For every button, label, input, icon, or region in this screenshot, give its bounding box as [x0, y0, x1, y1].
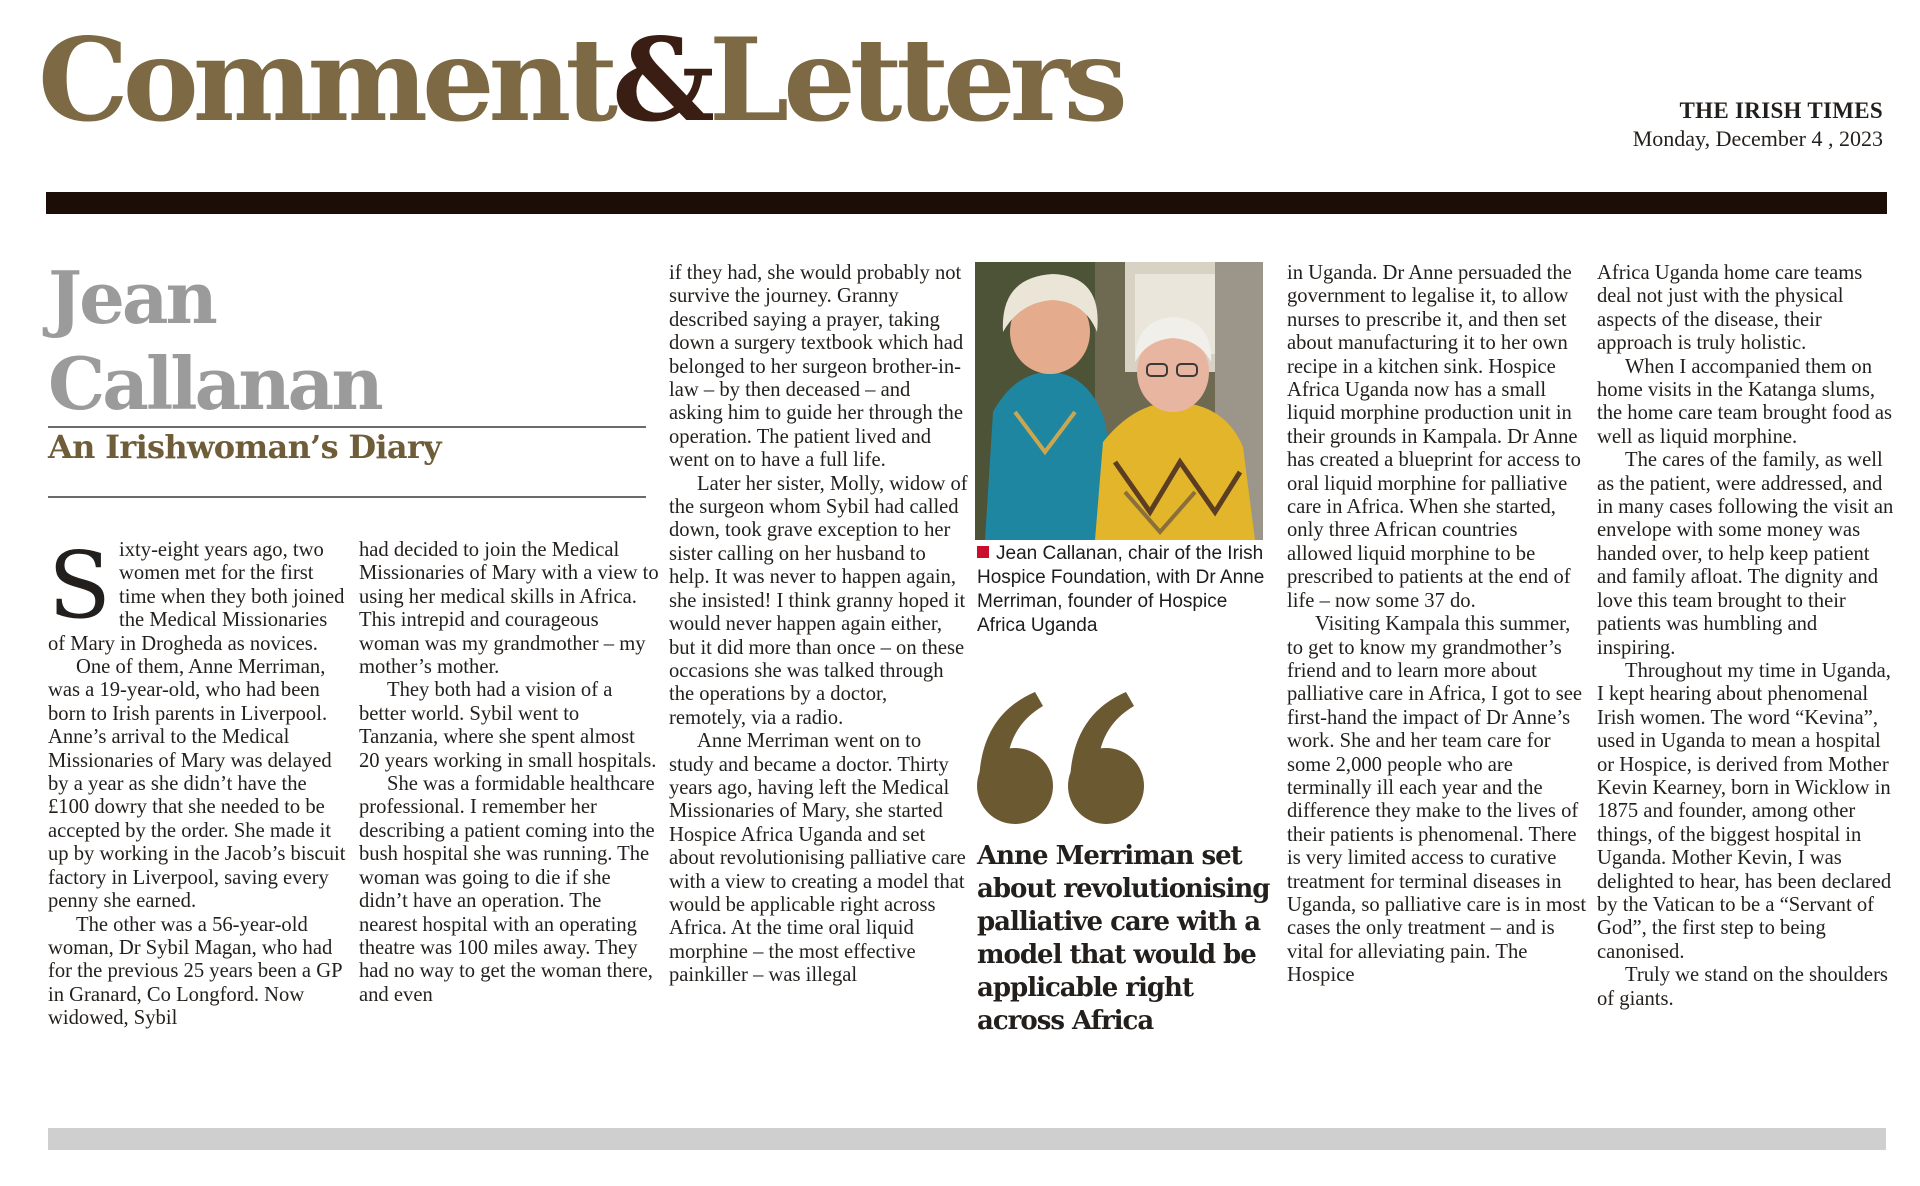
article-paragraph: When I accompanied them on home visits in the Katanga slums, the home care team brought food as well as liquid morphine. [1597, 355, 1893, 448]
article-paragraph: if they had, she would probably not survive the journey. Granny described saying a prayer, taking down a surgery textbook which had belonged to her surgeon brother-in-law – by then deceased – and asking him to guide her through the operation. The patient lived and went on to have a full life. [669, 262, 964, 472]
article-column-2 [359, 539, 659, 1007]
article-paragraph: The other was a 56-year-old woman, Dr Sybil Magan, who had for the previous 25 years been a GP in Granard, Co Longford. Now widowed, Sybil [48, 913, 342, 1030]
article-photo [975, 262, 1263, 540]
byline-rule-bottom [48, 496, 646, 498]
section-title [38, 12, 1122, 149]
author-first-name: Jean [48, 255, 215, 340]
article-paragraph: had decided to join the Medical Missionaries of Mary with a view to using her medical skills in Africa. This intrepid and courageous woman was my grandmother – my mother’s mother. [359, 539, 659, 679]
publication-info [1633, 98, 1883, 152]
photo-illustration [975, 262, 1263, 540]
article-paragraph: One of them, Anne Merriman, was a 19-year-old, who had been born to Irish parents in Liverpool. Anne’s arrival to the Medical Missionaries of Mary was delayed by a year as she didn’t have the £100 dowry that she needed to be accepted by the order. She made it up by working in the Jacob’s biscuit factory in Liverpool, saving every penny she earned. [48, 656, 346, 913]
article-column-3 [669, 262, 969, 988]
footer-bar [48, 1128, 1886, 1150]
header-rule [46, 192, 1887, 214]
article-column-1 [48, 532, 348, 1031]
article-paragraph: Truly we stand on the shoulders of giants. [1597, 964, 1888, 1010]
column-title: An Irishwoman’s Diary [48, 428, 441, 466]
publication-name: THE IRISH TIMES [1679, 98, 1883, 123]
pull-quote: Anne Merriman set about revolutionising palliative care with a model that would be applicable right across Africa [977, 841, 1270, 1036]
author-name [48, 255, 381, 427]
section-title-letters: Letters [709, 13, 1122, 147]
caption-marker-icon [977, 546, 989, 558]
author-last-name: Callanan [48, 341, 381, 426]
publication-date: Monday, December 4 , 2023 [1632, 126, 1883, 151]
article-column-5 [1287, 262, 1587, 988]
article-column-6 [1597, 262, 1897, 1011]
article-paragraph: The cares of the family, as well as the patient, were addressed, and in many cases following the visit an envelope with some money was handed over, to help keep patient and family afloat. The dignity and love this team brought to their patients was humbling and inspiring. [1597, 449, 1894, 659]
article-paragraph: She was a formidable healthcare professional. I remember her describing a patient coming into the bush hospital she was running. The woman was going to die if she didn’t have an operation. The nearest hospital with an operating theatre was 100 miles away. They had no way to get the woman there, and even [359, 773, 655, 1006]
article-paragraph: Later her sister, Molly, widow of the surgeon whom Sybil had called down, took grave exception to her sister calling on her husband to help. It was never to happen again, she insisted! I think granny hoped it would never happen again either, but it did more than once – on these occasions she was talked through the operations by a doctor, remotely, via a radio. [669, 472, 968, 729]
article-paragraph: Anne Merriman went on to study and became a doctor. Thirty years ago, having left the Medical Missionaries of Mary, she started Hospice Africa Uganda and set about revolutionising palliative care with a view to creating a model that would be applicable right across Africa. At the time oral liquid morphine – the most effective painkiller – was illegal [669, 730, 966, 987]
article-paragraph: Sixty-eight years ago, two women met for the first time when they both joined the Medical Missionaries of Mary in Drogheda as novices. [48, 532, 345, 655]
drop-cap: S [48, 532, 112, 639]
section-title-comment: Comment [38, 13, 613, 147]
article-paragraph: Visiting Kampala this summer, to get to know my grandmother’s friend and to learn more about palliative care in Africa, I got to see first-hand the impact of Dr Anne’s work. She and her team care for some 2,000 people who are terminally ill each year and the difference they make to the lives of their patients is phenomenal. There is very limited access to curative treatment for terminal diseases in Uganda, so palliative care is in most cases the only treatment – and is vital for alleviating pain. The Hospice [1287, 613, 1587, 987]
section-title-ampersand: & [612, 13, 710, 147]
quote-mark-icon [975, 686, 1150, 828]
article-paragraph: They both had a vision of a better world. Sybil went to Tanzania, where she spent almost 20 years working in small hospitals. [359, 679, 657, 772]
article-paragraph: in Uganda. Dr Anne persuaded the government to legalise it, to allow nurses to prescribe it, and then set about manufacturing it to her own recipe in a kitchen sink. Hospice Africa Uganda now has a small liquid morphine production unit in their grounds in Kampala. Dr Anne has created a blueprint for access to oral liquid morphine for palliative care in Africa. When she started, only three African countries allowed liquid morphine to be prescribed to patients at the end of life – now some 37 do. [1287, 262, 1581, 612]
article-paragraph: Throughout my time in Uganda, I kept hearing about phenomenal Irish women. The word “Kevina”, used in Uganda to mean a hospital or Hospice, is derived from Mother Kevin Kearney, born in Wicklow in 1875 and founder, among other things, of the biggest hospital in Uganda. Mother Kevin, I was delighted to hear, has been declared by the Vatican to be a “Servant of God”, the first step to being canonised. [1597, 659, 1892, 963]
photo-caption: Jean Callanan, chair of the Irish Hospice Foundation, with Dr Anne Merriman, founder of Hospice Africa Uganda [977, 543, 1265, 636]
article-paragraph: Africa Uganda home care teams deal not just with the physical aspects of the disease, their approach is truly holistic. [1597, 262, 1863, 355]
